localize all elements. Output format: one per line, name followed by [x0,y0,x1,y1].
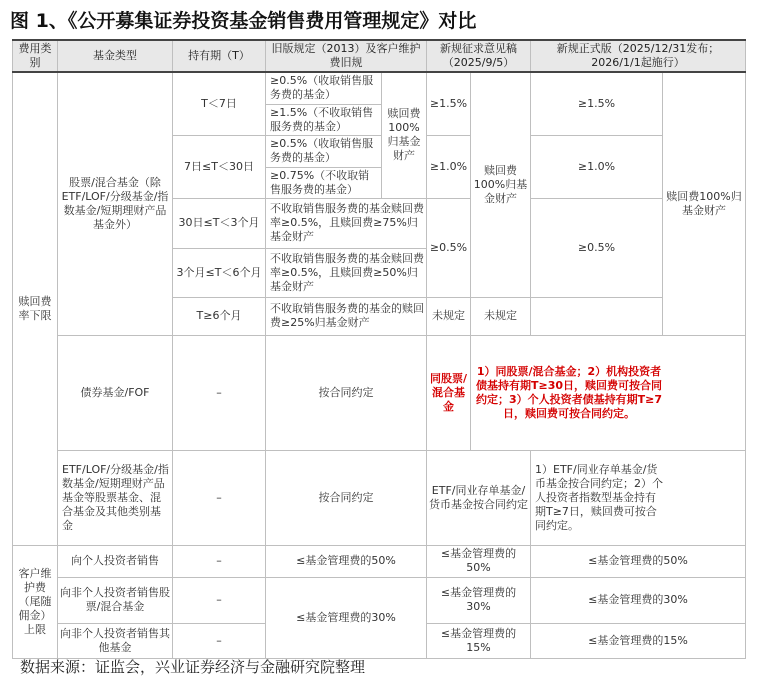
holding-t2: 7日≤T＜30日 [173,135,266,198]
holding-t4: 3个月≤T＜6个月 [173,248,266,297]
header-holding-period: 持有期（T） [173,40,266,72]
old-rule-t2-a: ≥0.5%（收取销售服务费的基金） [266,135,382,167]
table-row [13,450,746,545]
draft-t5: 未规定 [427,297,471,335]
source-note: 数据来源：证监会，兴业证券经济与金融研究院整理 [20,658,366,676]
table-row [13,577,746,623]
figure-title: 图 1、《公开募集证券投资基金销售费用管理规定》对比 [10,10,477,32]
table-row [13,335,746,450]
bond-holding: – [173,335,266,450]
fee-category-service: 客户维护费（尾随佣金）上限 [13,545,58,658]
fee-comparison-table [12,39,746,659]
service-final-1: ≤基金管理费的50% [531,545,746,577]
old-rule-t4: 不收取销售服务费的基金赎回费率≥0.5%，且赎回费≥50%归基金财产 [266,248,427,297]
final-t34: ≥0.5% [531,198,663,297]
service-old-1: ≤基金管理费的50% [266,545,427,577]
draft-t34: ≥0.5% [427,198,471,297]
bond-final-rule: 1）同股票/混合基金；2）机构投资者债基持有期T≥30日，赎回费可按合同约定；3）个人投资者债基持有期T≥7日，赎回费可按合同约定。 [471,335,746,450]
fund-type-bond: 债券基金/FOF [58,335,173,450]
header-draft-rule: 新规征求意见稿（2025/9/5） [427,40,531,72]
draft-redeem-note: 赎回费100%归基金财产 [471,72,531,297]
service-draft-1: ≤基金管理费的50% [427,545,531,577]
service-type-individual: 向个人投资者销售 [58,545,173,577]
table-header-row [13,40,746,72]
draft-t2: ≥1.0% [427,135,471,198]
service-holding-3: – [173,623,266,658]
etf-holding: – [173,450,266,545]
holding-t5: T≥6个月 [173,297,266,335]
service-draft-3: ≤基金管理费的15% [427,623,531,658]
service-final-3: ≤基金管理费的15% [531,623,746,658]
service-final-2: ≤基金管理费的30% [531,577,746,623]
final-t1: ≥1.5% [531,72,663,135]
fund-type-etf: ETF/LOF/分级基金/指数基金/短期理财产品基金等股票基金、混合基金及其他类别基金 [58,450,173,545]
table-row [13,72,746,104]
etf-final-rule: 1）ETF/同业存单基金/货币基金按合同约定；2）个人投资者指数型基金持有期T≥7日，赎回费可按合同约定。 [531,450,746,545]
service-draft-2: ≤基金管理费的30% [427,577,531,623]
etf-draft-rule: ETF/同业存单基金/货币基金按合同约定 [427,450,531,545]
draft-t1: ≥1.5% [427,72,471,135]
holding-t3: 30日≤T＜3个月 [173,198,266,248]
header-old-rule: 旧版规定（2013）及客户维护费旧规 [266,40,427,72]
header-fee-category: 费用类别 [13,40,58,72]
bond-draft-rule: 同股票/混合基金 [427,335,471,450]
old-redeem-note: 赎回费100%归基金财产 [382,72,427,198]
header-fund-type: 基金类型 [58,40,173,72]
old-rule-t3: 不收取销售服务费的基金赎回费率≥0.5%，且赎回费≥75%归基金财产 [266,198,427,248]
service-type-institutional-equity: 向非个人投资者销售股票/混合基金 [58,577,173,623]
old-rule-t5: 不收取销售服务费的基金的赎回费≥25%归基金财产 [266,297,427,335]
service-old-23: ≤基金管理费的30% [266,577,427,658]
service-type-institutional-other: 向非个人投资者销售其他基金 [58,623,173,658]
header-final-rule: 新规正式版（2025/12/31发布；2026/1/1起施行） [531,40,746,72]
fund-type-equity: 股票/混合基金（除ETF/LOF/分级基金/指数基金/短期理财产品基金外） [58,72,173,335]
holding-t1: T＜7日 [173,72,266,135]
table-row [13,545,746,577]
old-rule-t2-b: ≥0.75%（不收取销售服务费的基金） [266,167,382,198]
old-rule-t1-a: ≥0.5%（收取销售服务费的基金） [266,72,382,104]
bond-old-rule: 按合同约定 [266,335,427,450]
etf-old-rule: 按合同约定 [266,450,427,545]
final-t2: ≥1.0% [531,135,663,198]
service-holding-2: – [173,577,266,623]
service-holding-1: – [173,545,266,577]
final-redeem-note: 赎回费100%归基金财产 [663,72,746,335]
fee-category-redemption: 赎回费率下限 [13,72,58,545]
old-rule-t1-b: ≥1.5%（不收取销售服务费的基金） [266,104,382,135]
final-t5: 未规定 [471,297,531,335]
